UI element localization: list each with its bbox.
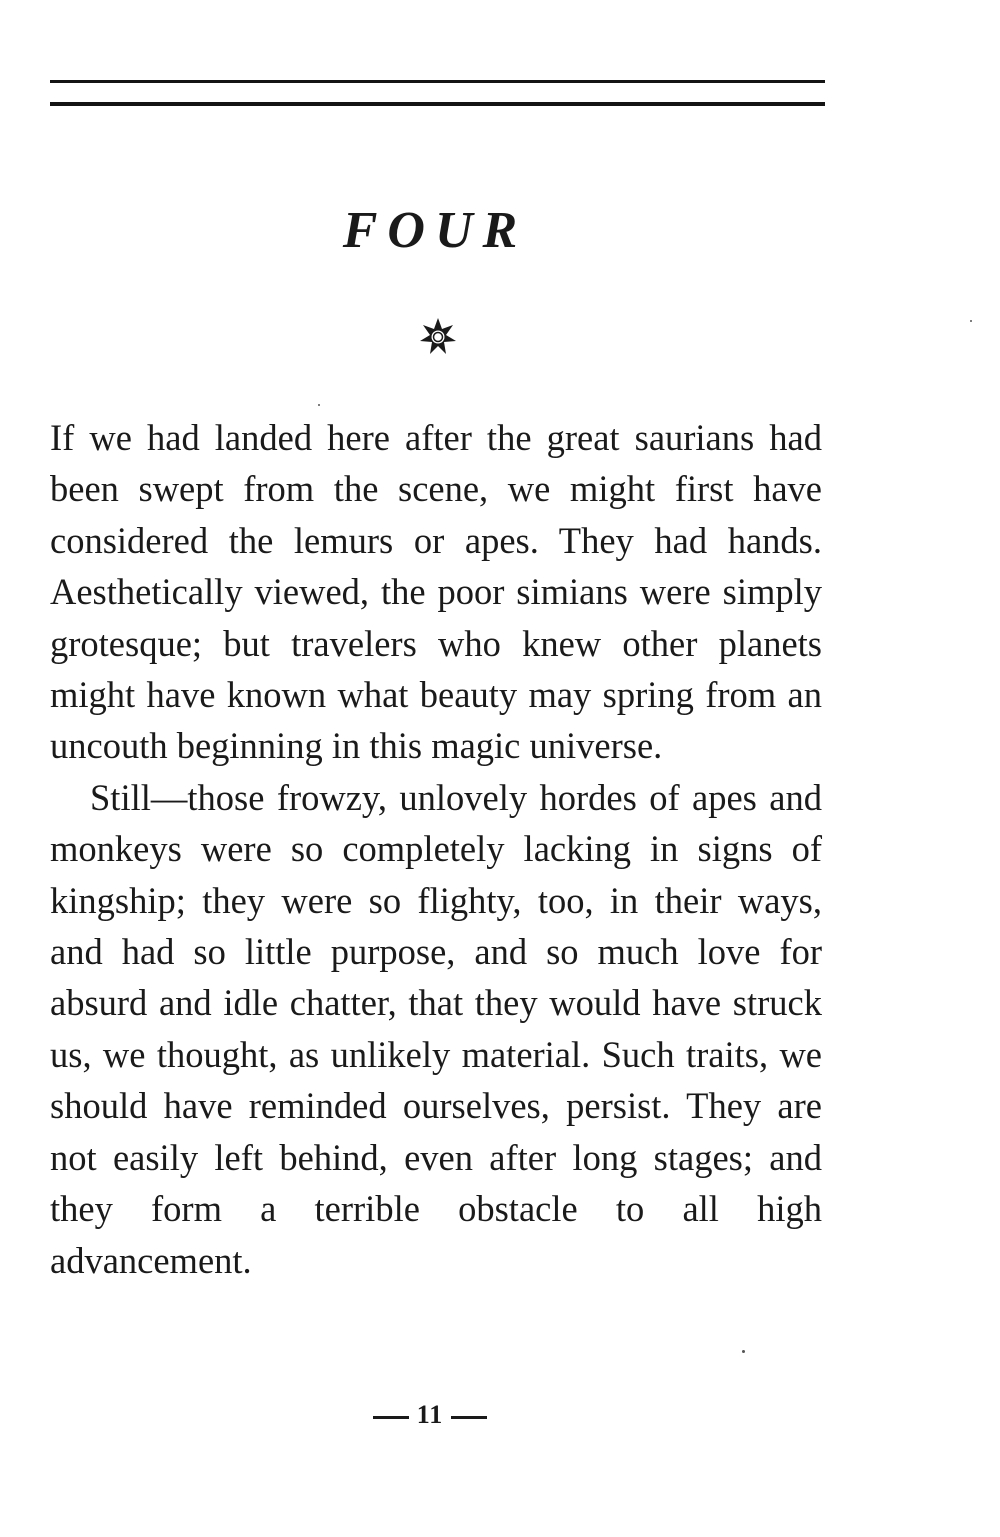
header-rule-top [50, 80, 825, 83]
print-speck [742, 1350, 745, 1353]
folio-dash-left [373, 1416, 409, 1419]
chapter-title: FOUR [342, 202, 528, 259]
paragraph-2: Still—those frowzy, unlovely hordes of apes and monkeys were so completely lacking in signs of kingship; they were so flighty, too, in their ways, and had so little purpose, and so much love for absurd and idle chatter, that they would have struck us, we thought, as unlikely material. Such traits, we should have reminded ourselves, persist. They are not easily left behind, even after long stages; and they form a terrible obstacle to all high advancement. [50, 776, 822, 1281]
print-speck [970, 320, 972, 322]
page-number [0, 1400, 860, 1430]
paragraph-1: If we had landed here after the great saurians had been swept from the scene, we might first have considered the lemurs or apes. They had hands. Aesthetically viewed, the poor simians were simply grotesque; but travelers who knew other planets might have known what beauty may spring from an uncouth beginning in this magic universe. [50, 417, 822, 767]
folio-dash-right [451, 1416, 487, 1419]
page-number-value: 11 [416, 1400, 444, 1429]
header-rule-bottom [50, 102, 825, 106]
sun-star-ornament-icon [418, 316, 458, 356]
body-text [50, 412, 822, 1286]
print-speck [318, 404, 320, 406]
